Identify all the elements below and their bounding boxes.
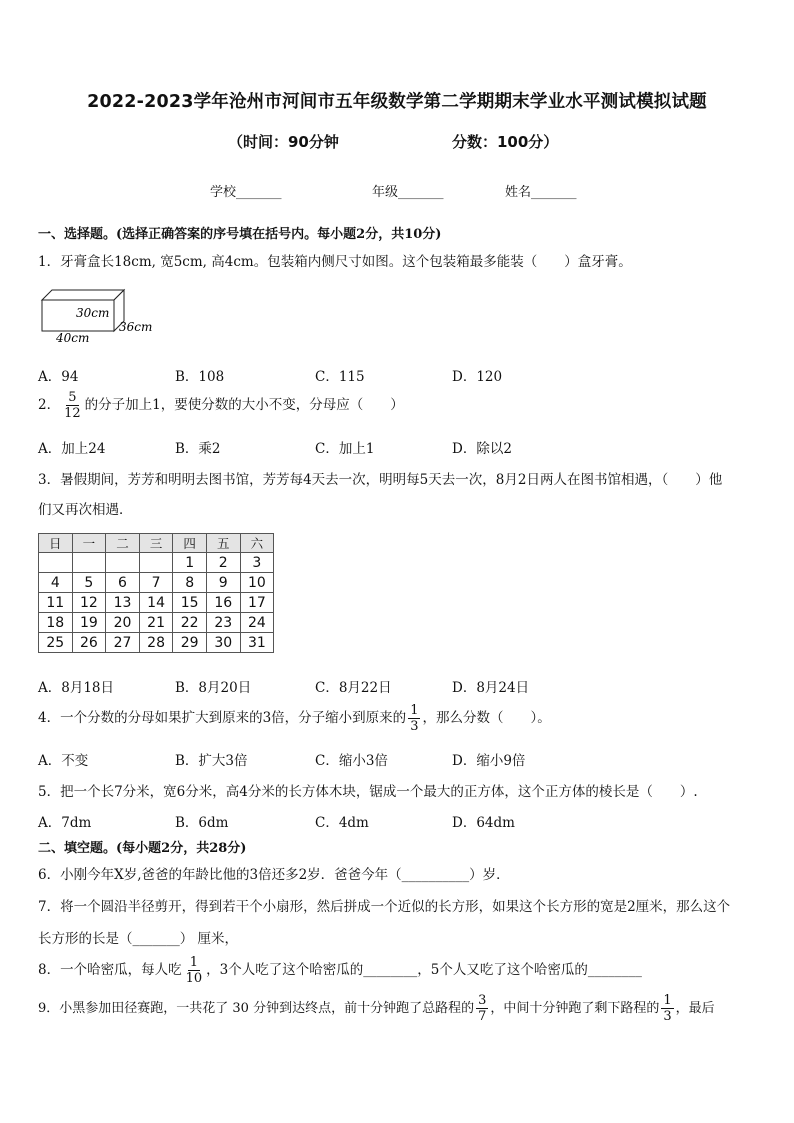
calendar-cell: 2 xyxy=(206,553,240,573)
grade-field[interactable]: 年级_______ xyxy=(372,185,444,200)
box-label-height: 30cm xyxy=(76,306,110,320)
q2-frac-num: 5 xyxy=(68,390,77,405)
calendar-cell: 23 xyxy=(206,613,240,633)
calendar-header-cell: 五 xyxy=(206,534,240,553)
q4-option-a[interactable]: A．不变 xyxy=(38,753,89,769)
q9-fraction-2 xyxy=(661,993,673,1024)
question-4 xyxy=(38,703,551,734)
q4-prefix: 4．一个分数的分母如果扩大到原来的3倍，分子缩小到原来的 xyxy=(38,710,407,726)
q3-option-d[interactable]: D．8月24日 xyxy=(452,680,530,696)
q8-suffix: ，3个人吃了这个哈密瓜的________，5个人又吃了这个哈密瓜的________ xyxy=(206,962,642,978)
q2-option-b[interactable]: B．乘2 xyxy=(175,441,221,457)
q8-frac-num: 1 xyxy=(189,955,198,970)
calendar-cell: 4 xyxy=(39,573,73,593)
calendar-row xyxy=(39,593,274,613)
calendar-row xyxy=(39,613,274,633)
q9-frac2-num: 1 xyxy=(663,993,672,1008)
calendar-cell: 27 xyxy=(106,633,140,653)
calendar-row xyxy=(39,553,274,573)
calendar-cell xyxy=(139,553,173,573)
calendar-cell: 13 xyxy=(106,593,140,613)
q2-frac-den: 12 xyxy=(64,406,81,421)
calendar-cell: 18 xyxy=(39,613,73,633)
question-1: 1．牙膏盒长18cm, 宽5cm, 高4cm。包装箱内侧尺寸如图。这个包装箱最多能装（ ）盒牙膏。 xyxy=(38,254,632,270)
q9-suffix: ，最后 xyxy=(675,1001,715,1016)
q2-prefix: 2． xyxy=(38,397,61,413)
calendar-cell: 1 xyxy=(173,553,207,573)
question-3-line-2: 们又再次相遇． xyxy=(38,502,133,518)
q1-option-a[interactable]: A．94 xyxy=(38,369,79,385)
calendar-cell: 9 xyxy=(206,573,240,593)
q2-suffix: 的分子加上1，要使分数的大小不变，分母应（ ） xyxy=(84,397,404,413)
q1-option-b[interactable]: B．108 xyxy=(175,369,225,385)
q1-option-d[interactable]: D．120 xyxy=(452,369,503,385)
calendar-header-cell: 日 xyxy=(39,534,73,553)
time-label: （时间：90分钟 xyxy=(228,133,339,151)
q4-fraction xyxy=(408,703,420,734)
box-label-width: 36cm xyxy=(119,320,153,334)
calendar-cell: 7 xyxy=(139,573,173,593)
q5-option-a[interactable]: A．7dm xyxy=(38,815,92,831)
calendar-table xyxy=(38,533,274,653)
calendar-cell: 28 xyxy=(139,633,173,653)
q5-option-b[interactable]: B．6dm xyxy=(175,815,229,831)
q9-frac1-num: 3 xyxy=(478,993,487,1008)
calendar-row xyxy=(39,633,274,653)
box-label-length: 40cm xyxy=(56,331,90,345)
calendar-cell xyxy=(39,553,73,573)
calendar-header-cell: 六 xyxy=(240,534,274,553)
calendar-cell: 3 xyxy=(240,553,274,573)
q2-option-c[interactable]: C．加上1 xyxy=(315,441,375,457)
calendar-row xyxy=(39,573,274,593)
section-2-heading: 二、填空题。(每小题2分，共28分) xyxy=(38,841,247,856)
q1-option-c[interactable]: C．115 xyxy=(315,369,365,385)
calendar-cell: 12 xyxy=(72,593,106,613)
q5-option-d[interactable]: D．64dm xyxy=(452,815,515,831)
calendar-cell: 6 xyxy=(106,573,140,593)
q8-frac-den: 10 xyxy=(185,971,203,986)
q9-frac1-den: 7 xyxy=(478,1009,487,1024)
calendar-header-cell: 一 xyxy=(72,534,106,553)
calendar-cell: 24 xyxy=(240,613,274,633)
q2-option-a[interactable]: A．加上24 xyxy=(38,441,106,457)
calendar-header-cell: 三 xyxy=(139,534,173,553)
calendar-cell: 21 xyxy=(139,613,173,633)
calendar-cell: 14 xyxy=(139,593,173,613)
question-7-line-2: 长方形的长是（_______） 厘米， xyxy=(38,931,239,947)
calendar-cell: 15 xyxy=(173,593,207,613)
q4-option-d[interactable]: D．缩小9倍 xyxy=(452,753,526,769)
q9-middle: ，中间十分钟跑了剩下路程的 xyxy=(490,1001,660,1016)
name-field[interactable]: 姓名_______ xyxy=(505,185,577,200)
box-diagram xyxy=(36,285,166,347)
q8-fraction xyxy=(184,955,205,986)
q9-fraction-1 xyxy=(476,993,488,1024)
calendar-header-cell: 四 xyxy=(173,534,207,553)
calendar-cell: 5 xyxy=(72,573,106,593)
q9-frac2-den: 3 xyxy=(663,1009,672,1024)
calendar-header-row xyxy=(39,534,274,553)
calendar-cell: 8 xyxy=(173,573,207,593)
calendar-cell: 26 xyxy=(72,633,106,653)
calendar-cell xyxy=(72,553,106,573)
q4-option-b[interactable]: B．扩大3倍 xyxy=(175,753,248,769)
school-field[interactable]: 学校_______ xyxy=(210,185,282,200)
calendar-header-cell: 二 xyxy=(106,534,140,553)
q3-option-b[interactable]: B．8月20日 xyxy=(175,680,252,696)
question-7-line-1: 7．将一个圆沿半径剪开，得到若干个小扇形，然后拼成一个近似的长方形，如果这个长方形的宽是2厘米，那么这个 xyxy=(38,899,731,915)
question-9 xyxy=(38,993,715,1024)
calendar-cell: 31 xyxy=(240,633,274,653)
question-5: 5．把一个长7分米，宽6分米，高4分米的长方体木块，锯成一个最大的正方体，这个正方体的棱长是（ ）. xyxy=(38,784,698,800)
calendar-cell xyxy=(106,553,140,573)
q5-option-c[interactable]: C．4dm xyxy=(315,815,369,831)
q2-fraction xyxy=(62,390,83,421)
q4-frac-num: 1 xyxy=(410,703,419,718)
question-3-line-1: 3．暑假期间，芳芳和明明去图书馆，芳芳每4天去一次，明明每5天去一次，8月2日两人在图书馆相遇，（ ）他 xyxy=(38,472,723,488)
q4-suffix: ，那么分数（ ）。 xyxy=(422,710,551,726)
score-label: 分数：100分） xyxy=(452,133,559,151)
calendar-cell: 20 xyxy=(106,613,140,633)
question-2 xyxy=(38,390,404,421)
calendar-cell: 29 xyxy=(173,633,207,653)
calendar-cell: 16 xyxy=(206,593,240,613)
calendar-cell: 30 xyxy=(206,633,240,653)
calendar-cell: 10 xyxy=(240,573,274,593)
question-8 xyxy=(38,955,642,986)
calendar-cell: 22 xyxy=(173,613,207,633)
calendar-cell: 11 xyxy=(39,593,73,613)
q3-option-c[interactable]: C．8月22日 xyxy=(315,680,392,696)
q4-option-c[interactable]: C．缩小3倍 xyxy=(315,753,388,769)
q4-frac-den: 3 xyxy=(410,719,419,734)
q2-option-d[interactable]: D．除以2 xyxy=(452,441,512,457)
calendar-cell: 19 xyxy=(72,613,106,633)
exam-title: 2022-2023学年沧州市河间市五年级数学第二学期期末学业水平测试模拟试题 xyxy=(87,92,707,112)
q8-prefix: 8．一个哈密瓜，每人吃 xyxy=(38,962,182,978)
section-1-heading: 一、选择题。(选择正确答案的序号填在括号内。每小题2分，共10分) xyxy=(38,227,442,242)
q3-option-a[interactable]: A．8月18日 xyxy=(38,680,115,696)
question-6: 6．小刚今年X岁,爸爸的年龄比他的3倍还多2岁．爸爸今年（__________）岁． xyxy=(38,867,510,883)
calendar-cell: 17 xyxy=(240,593,274,613)
q9-prefix: 9．小黑参加田径赛跑，一共花了 30 分钟到达终点，前十分钟跑了总路程的 xyxy=(38,1001,475,1016)
calendar-cell: 25 xyxy=(39,633,73,653)
